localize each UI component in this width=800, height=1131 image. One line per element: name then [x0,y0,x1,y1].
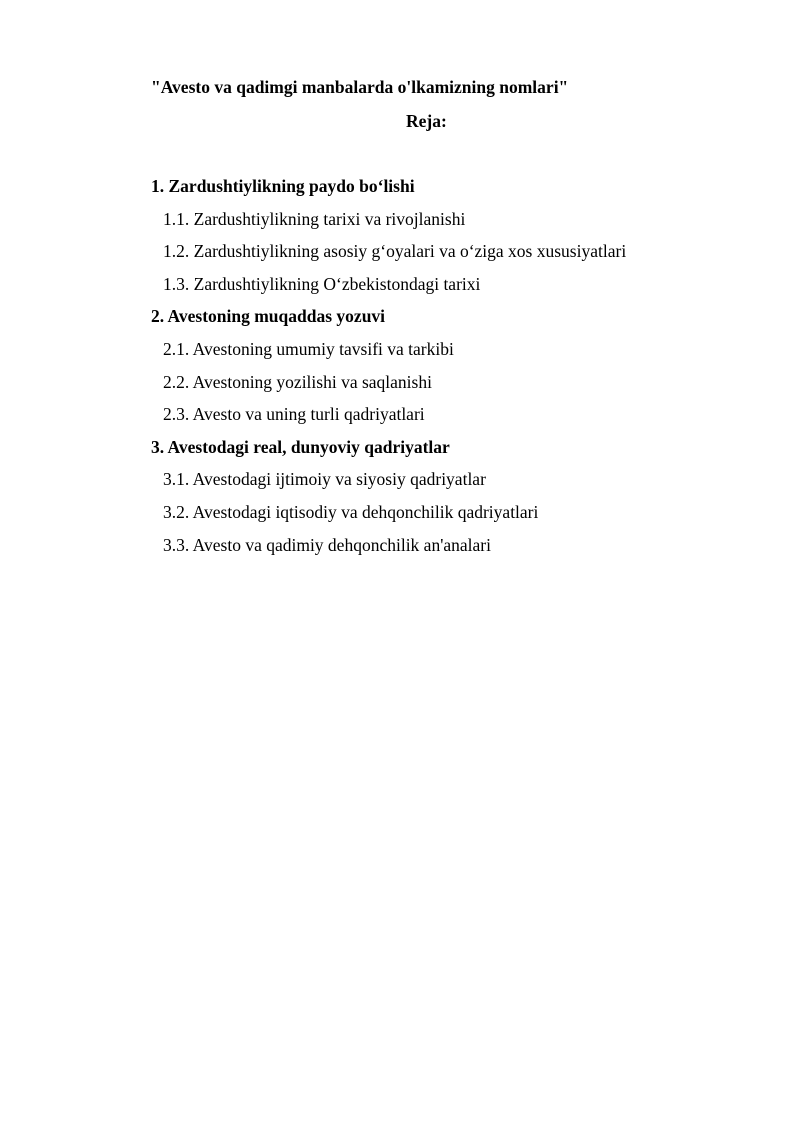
plan-item-2-2: 2.2. Avestoning yozilishi va saqlanishi [163,371,432,392]
plan-heading: Reja: [406,111,447,131]
plan-item-3-2: 3.2. Avestodagi iqtisodiy va dehqonchilik qadriyatlari [163,501,539,522]
plan-section-1: 1. Zardushtiylikning paydo bo‘lishi [151,176,415,196]
plan-item-1-1: 1.1. Zardushtiylikning tarixi va rivojlanishi [163,208,466,229]
plan-section-3: 3. Avestodagi real, dunyoviy qadriyatlar [151,436,450,457]
plan-item-2-1: 2.1. Avestoning umumiy tavsifi va tarkibi [163,338,454,359]
plan-section-2: 2. Avestoning muqaddas yozuvi [151,306,386,327]
plan-outline [151,173,626,564]
plan-item-2-3: 2.3. Avesto va uning turli qadriyatlari [163,404,425,425]
document-title: "Avesto va qadimgi manbalarda o'lkamizning nomlari" [151,77,569,97]
plan-item-1-3: 1.3. Zardushtiylikning O‘zbekistondagi tarixi [163,273,481,294]
plan-item-1-2: 1.2. Zardushtiylikning asosiy g‘oyalari va o‘ziga xos xususiyatlari [163,241,627,262]
plan-item-3-1: 3.1. Avestodagi ijtimoiy va siyosiy qadriyatlar [163,469,486,490]
plan-item-3-3: 3.3. Avesto va qadimiy dehqonchilik an'analari [163,534,491,555]
